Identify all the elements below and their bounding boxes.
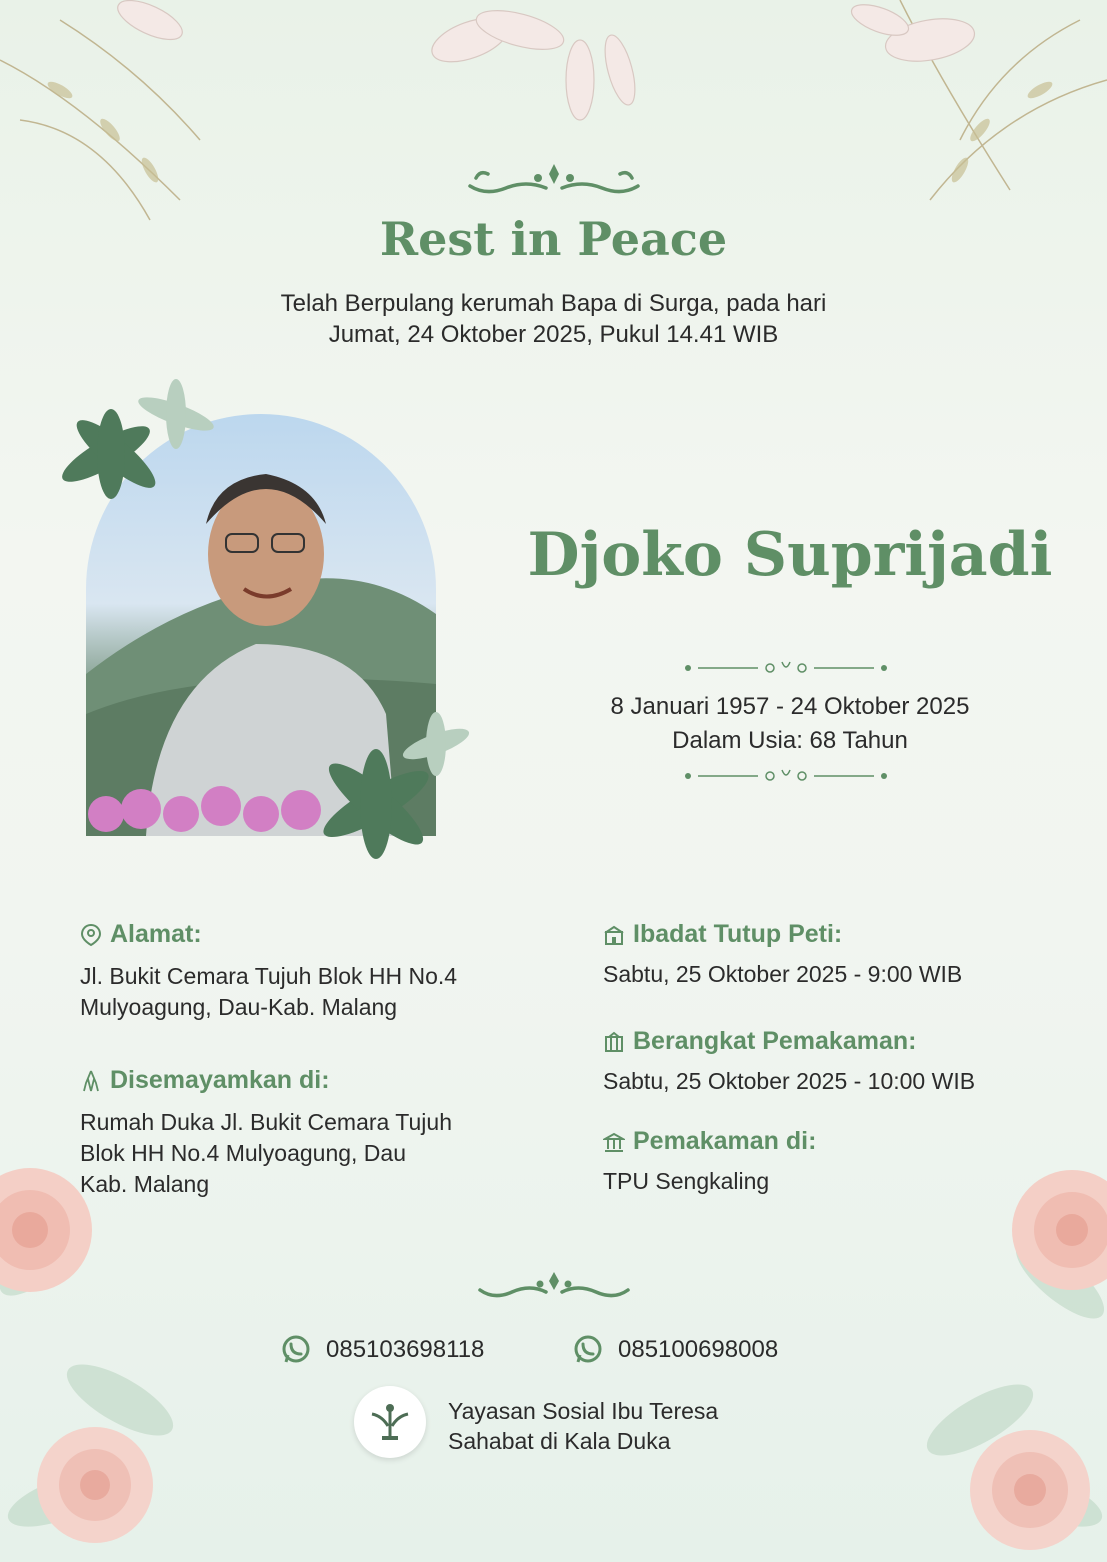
burial-section xyxy=(603,1127,1083,1197)
top-ornament xyxy=(466,160,642,200)
top-floral-decoration xyxy=(0,0,1107,240)
bottom-floral-decoration xyxy=(0,1140,1107,1562)
depart-label: Berangkat Pemakaman: xyxy=(633,1027,917,1055)
organization-info xyxy=(448,1396,718,1456)
phone-number-2[interactable]: 085100698008 xyxy=(618,1336,779,1363)
casket-closing-section xyxy=(603,920,1083,990)
location-pin-icon xyxy=(80,923,102,947)
closing-label: Ibadat Tutup Peti: xyxy=(633,920,843,948)
lying-in-state-section xyxy=(80,1066,540,1200)
departure-section xyxy=(603,1027,1083,1097)
address-line-1: Jl. Bukit Cemara Tujuh Blok HH No.4 xyxy=(80,963,458,989)
monument-icon xyxy=(603,1131,625,1153)
organization-logo xyxy=(354,1386,426,1458)
succulent-decoration-top xyxy=(46,374,226,514)
building-icon xyxy=(603,1031,625,1053)
praying-hands-icon xyxy=(80,1069,102,1093)
phone-number-1[interactable]: 085103698118 xyxy=(326,1336,485,1363)
whatsapp-icon xyxy=(280,1334,312,1366)
organization-logo-icon xyxy=(368,1400,412,1444)
whatsapp-icon xyxy=(572,1334,604,1366)
organization-tagline: Sahabat di Kala Duka xyxy=(448,1428,671,1454)
portrait-photo xyxy=(86,414,436,836)
church-icon xyxy=(603,924,625,946)
contact-phone-2[interactable] xyxy=(572,1334,778,1366)
death-announcement xyxy=(0,288,1107,350)
address-label: Alamat: xyxy=(110,920,202,948)
lying-line-3: Kab. Malang xyxy=(80,1171,210,1197)
lying-label: Disemayamkan di: xyxy=(110,1066,330,1094)
divider-ornament-bottom xyxy=(678,766,894,786)
succulent-decoration-bottom xyxy=(276,704,476,884)
address-line-2: Mulyoagung, Dau-Kab. Malang xyxy=(80,994,398,1020)
lying-line-1: Rumah Duka Jl. Bukit Cemara Tujuh xyxy=(80,1109,452,1135)
address-section xyxy=(80,920,540,1023)
deceased-name: Djoko Suprijadi xyxy=(527,520,1053,590)
page-title: Rest in Peace xyxy=(379,212,728,266)
closing-value: Sabtu, 25 Oktober 2025 - 9:00 WIB xyxy=(603,961,963,987)
organization-name: Yayasan Sosial Ibu Teresa xyxy=(448,1398,719,1424)
age: Dalam Usia: 68 Tahun xyxy=(672,727,908,754)
divider-ornament-top xyxy=(678,658,894,678)
burial-label: Pemakaman di: xyxy=(633,1127,817,1155)
bottom-ornament xyxy=(476,1268,632,1304)
burial-value: TPU Sengkaling xyxy=(603,1168,770,1194)
life-dates xyxy=(500,690,1080,758)
announcement-line-1: Telah Berpulang kerumah Bapa di Surga, pada hari xyxy=(280,290,827,317)
announcement-line-2: Jumat, 24 Oktober 2025, Pukul 14.41 WIB xyxy=(328,321,779,348)
contact-phone-1[interactable] xyxy=(280,1334,484,1366)
depart-value: Sabtu, 25 Oktober 2025 - 10:00 WIB xyxy=(603,1068,976,1094)
lying-line-2: Blok HH No.4 Mulyoagung, Dau xyxy=(80,1140,406,1166)
lifespan: 8 Januari 1957 - 24 Oktober 2025 xyxy=(610,693,970,720)
